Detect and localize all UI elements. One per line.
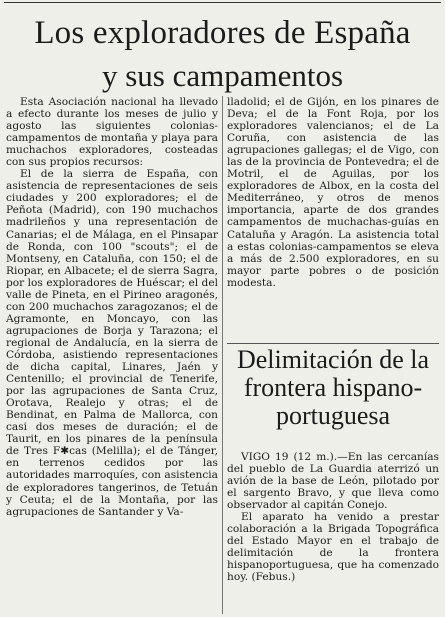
- second-article-body: [227, 451, 439, 584]
- article-paragraph-intro: Esta Asociación nacional ha llevado a efecto durante los meses de julio y agosto las siguientes colonias-campamentos de montaña y playa para muchachos exploradores, costeadas con sus propios recursos:: [6, 96, 218, 169]
- second-headline-line1: Delimitación de la: [236, 345, 430, 374]
- article-headline-line2: y sus campamentos: [101, 58, 344, 93]
- article-paragraph-camps-continued: lladolid; el de Gijón, en los pinares de Deva; el de la Font Roja, por los exploradores valencianos; el de La Coruña, con asistencia de las agrupaciones gallegas; el de Vigo, con las de la provincia de Pontevedra; el de Motril, el de Aguilas, por los exploradores de Albox, en la costa del Mediterráneo, y otros de menos importancia, aparte de dos grandes campamentos de muchachas-guías en Cataluña y Aragón. La asistencia total a estas colonias-campamentos se eleva a más de 2.500 exploradores, en su mayor parte pobres o de posición modesta.: [227, 96, 439, 289]
- top-rule: [4, 2, 441, 3]
- article-paragraph-camps: El de la sierra de España, con asistencia de representaciones de seis ciudades y 200 exploradores; el de Peñota (Madrid), con 190 muchachos madrileños y una representación de Canarias; el de Málaga, en el Pinsapar de Ronda, con 100 "scouts"; el de Montseny, en Cataluña, con 150; el de Riopar, en Albacete; el de sierra Sagra, por los exploradores de Huéscar; el del valle de Pineta, en el Pirineo aragonés, con 200 muchachos zaragozanos; el de Agramonte, en Moncayo, con las agrupaciones de Borja y Tarazona; el regional de Andalucía, en la sierra de Córdoba, asistiendo representaciones de dicha capital, Linares, Jaén y Centenillo; el provincial de Tenerife, por las agrupaciones de Santa Cruz, Orotava, Realejo y otras; el de Bendinat, en Palma de Mallorca, con casi dos meses de duración; el de Taurit, en los pinares de la península de Tres F✱cas (Melilla); el de Tánger, en terrenos cedidos por las autoridades marroquíes, con asistencia de exploradores tangerinos, de Tetuán y Ceuta; el de la Montaña, por las agrupaciones de Santander y Va-: [6, 168, 218, 518]
- second-headline-line3: portuguesa: [275, 401, 391, 430]
- article-headline-line1: Los exploradores de España: [34, 15, 411, 51]
- second-article-paragraph-collaboration: El aparato ha venido a prestar colaboración a la Brigada Topográfica del Estado Mayor en el trabajo de delimitación de la frontera hispanoportuguesa, que ha comenzado hoy. (Febus.): [227, 511, 439, 584]
- section-rule: [227, 343, 439, 344]
- column-divider: [222, 96, 223, 614]
- second-article-headline: [227, 346, 439, 430]
- second-article-paragraph-dispatch: VIGO 19 (12 m.).—En las cercanías del pueblo de La Guardia aterrizó un avión de la base de León, pilotado por el sargento Bravo, y que lleva como observador al capitán Conejo.: [227, 451, 439, 512]
- second-headline-line2: frontera hispano-: [243, 373, 423, 402]
- article-body-left-column: [6, 96, 218, 518]
- article-body-right-column: [227, 96, 439, 289]
